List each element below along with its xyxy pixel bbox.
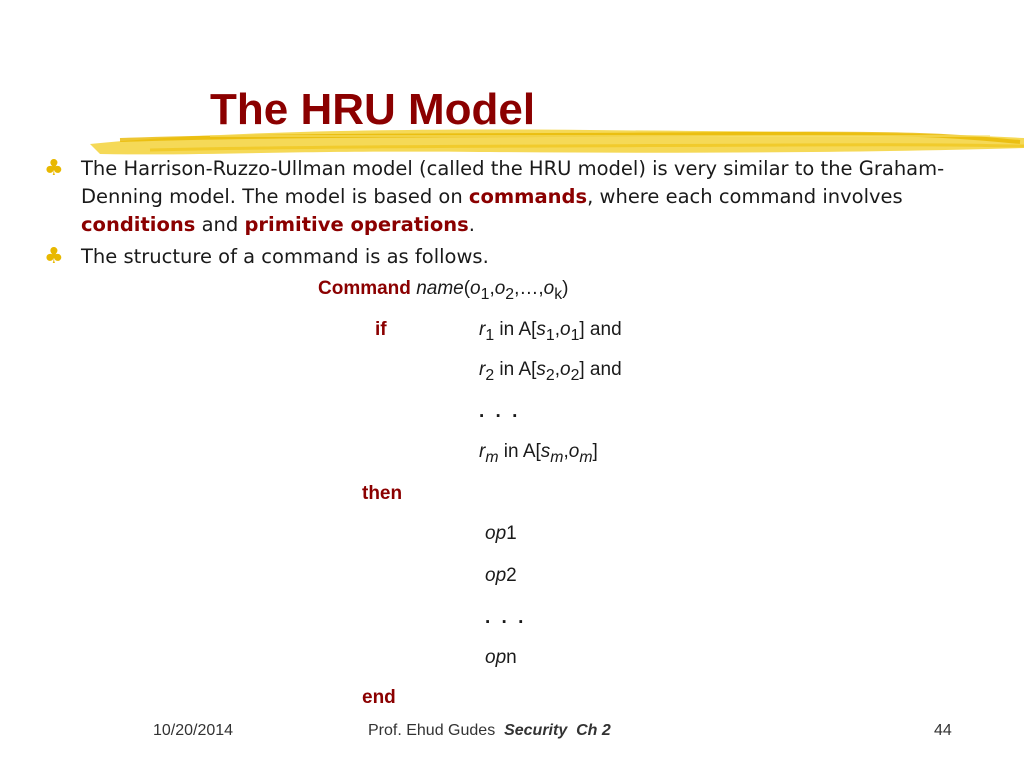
operation-row: op2 xyxy=(485,565,517,586)
bullet-item xyxy=(44,243,974,271)
bullet-text: The Harrison-Ruzzo-Ullman model (called the HRU model) is very similar to the Graham-Denning model. The model is based on commands, where each command involves conditions and primitive operations. xyxy=(81,157,945,236)
operation-row: op1 xyxy=(485,523,517,544)
condition-row: $r_1$ in $A[s_1,o_1]$ and xyxy=(479,319,622,344)
footer-date: 10/20/2014 xyxy=(153,722,234,739)
command-signature: Command $name(o_1,o_2,\dots,o_k)$ xyxy=(318,278,569,303)
bullet-item xyxy=(44,155,974,239)
footer-center xyxy=(368,722,611,740)
ellipsis-operations: . . . xyxy=(485,607,527,628)
footer-course: Security Ch 2 xyxy=(504,722,611,739)
ellipsis-conditions: . . . xyxy=(479,401,521,422)
club-icon: ♣ xyxy=(44,244,64,269)
condition-row: $r_m$ in $A[s_m,o_m]$ xyxy=(479,441,598,466)
club-icon: ♣ xyxy=(44,156,64,181)
footer-page-number: 44 xyxy=(934,722,952,739)
operation-row: opn xyxy=(485,647,517,668)
condition-row: $r_2$ in $A[s_2,o_2]$ and xyxy=(479,359,622,384)
then-keyword: then xyxy=(362,483,403,504)
if-keyword: if xyxy=(375,319,387,340)
end-keyword: end xyxy=(362,687,396,708)
bullet-text: The structure of a command is as follows. xyxy=(81,245,489,268)
footer-author: Prof. Ehud Gudes xyxy=(368,722,496,739)
slide-title: The HRU Model xyxy=(210,85,536,134)
